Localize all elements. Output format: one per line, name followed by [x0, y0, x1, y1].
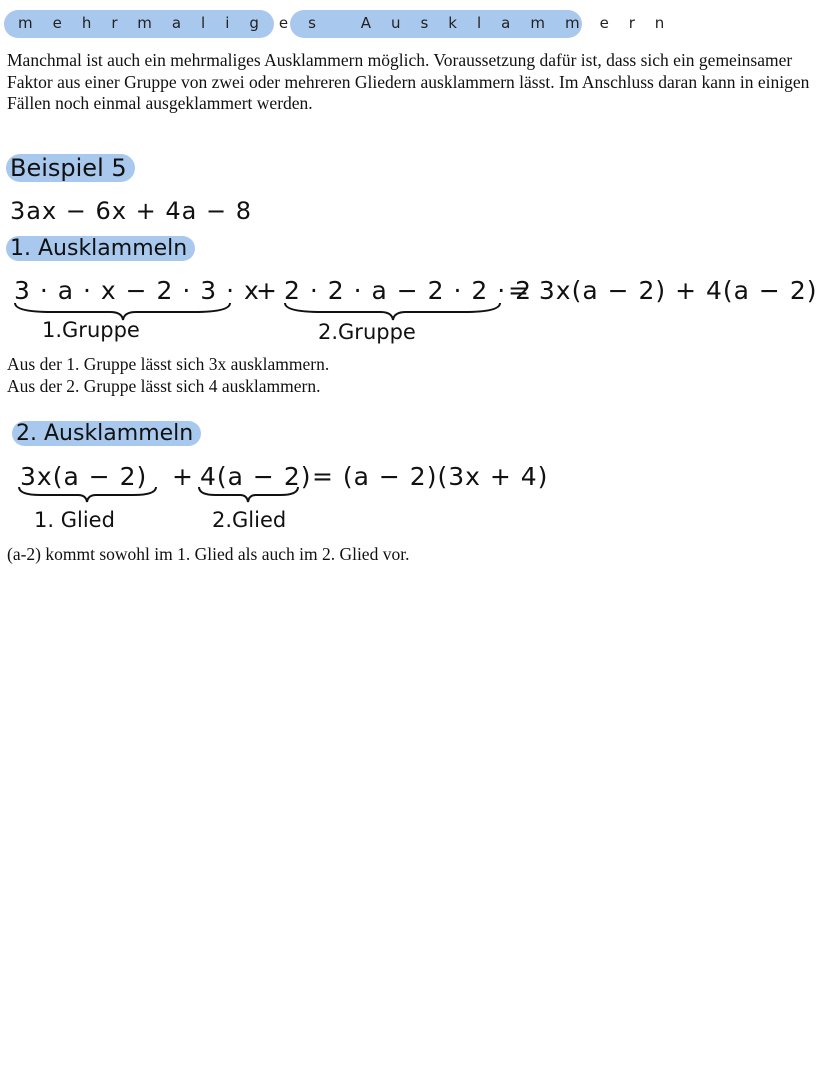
step1-note-2: Aus der 2. Gruppe lässt sich 4 ausklammern. [7, 376, 321, 396]
title-text: mehrmaliges Ausklammern [18, 14, 685, 32]
step1-group1-terms: 3 · a · x − 2 · 3 · x [14, 276, 260, 305]
term2-label: 2.Glied [212, 508, 287, 532]
step1-plus: + [256, 276, 278, 305]
example-heading: Beispiel 5 [6, 154, 135, 182]
term1-brace [16, 484, 160, 504]
term2-brace [196, 484, 302, 504]
intro-paragraph: Manchmal ist auch ein mehrmaliges Ausklammern möglich. Voraussetzung dafür ist, dass sich ein gemeinsamer Faktor aus einer Gruppe von zwei oder mehreren Gliedern ausklammern lässt. Im Anschluss daran kann in einigen Fällen noch einmal ausgeklammert werden. [7, 50, 810, 113]
step2-result: = (a − 2)(3x + 4) [312, 462, 549, 491]
step1-note-1: Aus der 1. Gruppe lässt sich 3x ausklammern. [7, 354, 330, 374]
step1-group2-terms: 2 · 2 · a − 2 · 2 · 2 [284, 276, 533, 305]
group2-brace [282, 300, 504, 322]
example-expression: 3ax − 6x + 4a − 8 [10, 197, 252, 225]
step2-heading: 2. Ausklammeln [12, 421, 201, 446]
step1-heading: 1. Ausklammeln [6, 236, 195, 261]
step1-result: = 3x(a − 2) + 4(a − 2) [508, 276, 818, 305]
step2-term2: 4(a − 2) [200, 462, 312, 491]
term1-label: 1. Glied [34, 508, 115, 532]
step2-note: (a-2) kommt sowohl im 1. Glied als auch im 2. Glied vor. [7, 544, 410, 564]
page-title [4, 4, 685, 44]
step2-plus: + [172, 462, 194, 491]
group2-label: 2.Gruppe [318, 320, 416, 344]
group1-label: 1.Gruppe [42, 318, 140, 342]
step2-term1: 3x(a − 2) [20, 462, 148, 491]
